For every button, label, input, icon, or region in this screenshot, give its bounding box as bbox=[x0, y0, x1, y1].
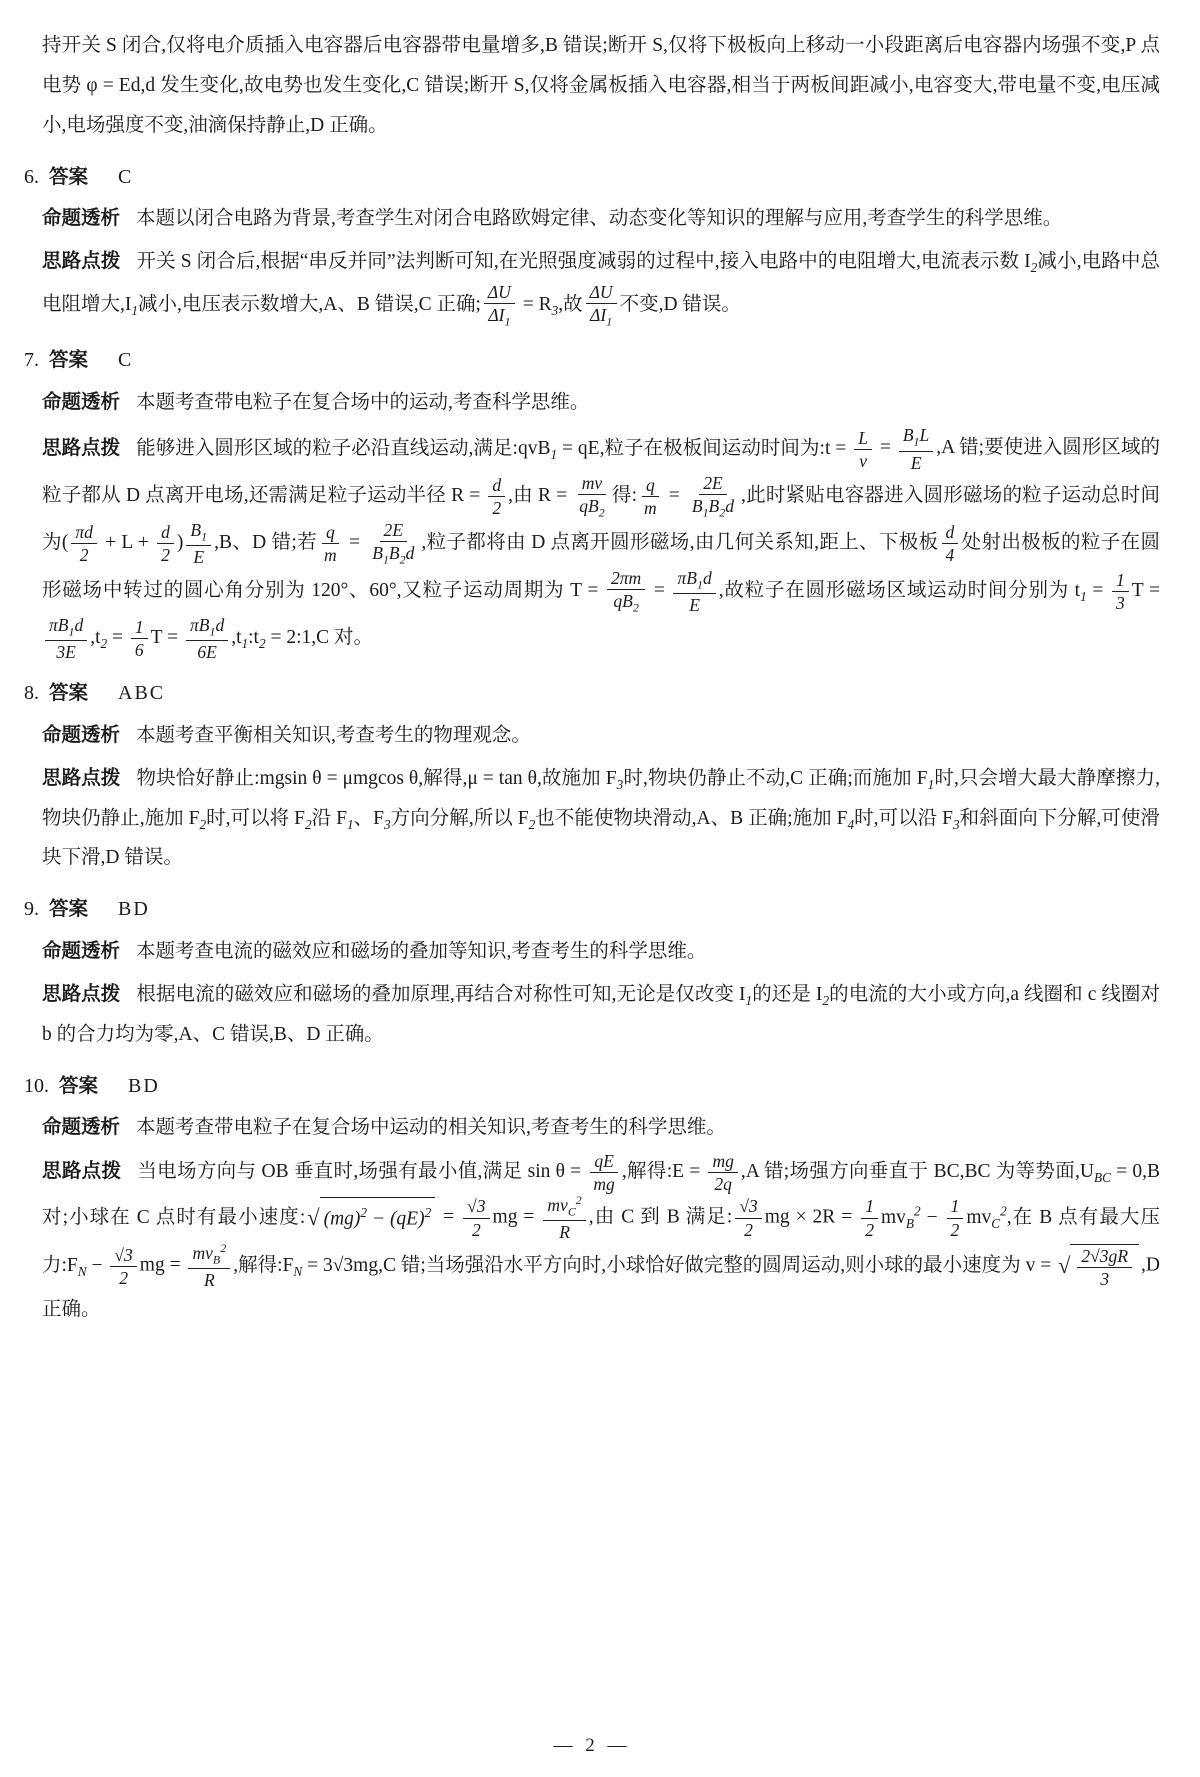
answer-value: ABC bbox=[118, 682, 166, 705]
text-run: 物块恰好静止:mgsin θ = μmgcos θ,解得,μ = tan θ,故施加 $F_3$时,物块仍静止不动,C 正确;而施加 $F_1$时,只会增大最大静摩擦力,物块仍静止,施加 $F_2$时,可以将 $F_2$沿 $F_1$、$F_3$方向分解,所以 $F_2$也不能使物块滑动,A、B 正确;施加 $F_4$时,可以沿 $F_3$和斜面向下分解,可使滑块下滑,D 错误。 bbox=[42, 767, 1160, 869]
answer-label: 答案 bbox=[59, 1074, 99, 1097]
section-paragraph bbox=[42, 1108, 1160, 1148]
text-run: 当电场方向与 OB 垂直时,场强有最小值,满足 sin θ = bbox=[137, 1160, 587, 1182]
text-run: ,粒子都将由 D 点离开圆形磁场,由几何关系知,距上、下极板 bbox=[421, 532, 939, 554]
fraction bbox=[188, 1242, 230, 1290]
section-paragraph bbox=[42, 932, 1160, 972]
fraction-denominator: 3E bbox=[56, 642, 76, 663]
text-run: = bbox=[648, 579, 671, 601]
fraction-numerator: $\pi B_1d$ bbox=[186, 615, 228, 641]
fraction-numerator: L bbox=[854, 428, 872, 450]
text-run: $,t_2$ = bbox=[90, 627, 128, 652]
question-number: 6. bbox=[24, 165, 39, 188]
text-run: 根据电流的磁效应和磁场的叠加原理,再结合对称性可知,无论是仅改变 $I_1$的还是 $I_2$的电流的大小或方向,a 线圈和 c 线圈对 b 的合力均为零,A、C 错误,B、D 正确。 bbox=[42, 983, 1160, 1045]
section-label: 思路点拨 bbox=[42, 766, 121, 789]
fraction-denominator: mg bbox=[593, 1173, 615, 1194]
answer-label: 答案 bbox=[49, 898, 89, 921]
square-root bbox=[307, 1197, 435, 1239]
text-run: = bbox=[343, 532, 366, 554]
answer-line bbox=[24, 343, 1160, 377]
fraction-denominator: 6 bbox=[134, 640, 144, 661]
fraction-numerator: d bbox=[488, 475, 505, 497]
fraction-numerator: $\pi B_1d$ bbox=[673, 568, 715, 594]
fraction-denominator: E bbox=[689, 594, 700, 615]
text-run: 本题以闭合电路为背景,考查学生对闭合电路欧姆定律、动态变化等知识的理解与应用,考查学生的科学思维。 bbox=[136, 208, 1063, 230]
fraction-numerator: 2E bbox=[380, 520, 407, 542]
text-run: ,故粒子在圆形磁场区域运动时间分别为 $t_1$ = bbox=[718, 579, 1110, 604]
fraction-numerator: √3 bbox=[463, 1196, 489, 1218]
fraction bbox=[157, 522, 174, 565]
fraction bbox=[71, 522, 97, 565]
fraction-denominator: 2q bbox=[714, 1173, 732, 1194]
section-paragraph bbox=[42, 975, 1160, 1055]
fraction-denominator: m bbox=[324, 545, 337, 566]
fraction-denominator: R bbox=[559, 1222, 570, 1243]
fraction bbox=[575, 473, 608, 520]
section-paragraph bbox=[42, 1151, 1160, 1331]
fraction-denominator: $qB_2$ bbox=[579, 496, 605, 520]
text-run: T = bbox=[150, 627, 183, 649]
text-run: ,由 C 到 B 满足: bbox=[588, 1206, 733, 1228]
fraction-numerator: √3 bbox=[110, 1245, 136, 1267]
fraction-numerator: $mv_C^2$ bbox=[543, 1194, 585, 1221]
text-run: $mv_C^2$,在 B 点有最大压力$:F_N$ − bbox=[42, 1203, 1161, 1279]
fraction bbox=[110, 1245, 136, 1288]
fraction-numerator: q bbox=[642, 475, 659, 497]
fraction-numerator: qE bbox=[590, 1151, 617, 1173]
section-paragraph bbox=[42, 383, 1160, 423]
fraction bbox=[708, 1151, 737, 1194]
answer-line bbox=[24, 160, 1160, 194]
fraction-denominator: E bbox=[910, 452, 922, 473]
text-run: ,此时紧贴电容器进入圆形磁场的粒子运动总时间为( bbox=[42, 485, 1160, 554]
fraction bbox=[463, 1196, 489, 1239]
answer-label: 答案 bbox=[49, 682, 89, 705]
fraction bbox=[947, 1196, 964, 1239]
fraction-numerator: 2√3gR bbox=[1077, 1246, 1132, 1268]
text-run: = bbox=[663, 485, 685, 507]
fraction-denominator: v bbox=[859, 450, 867, 471]
answer-value: BD bbox=[128, 1074, 160, 1097]
text-run: ,解得:E = bbox=[621, 1160, 706, 1182]
square-root bbox=[1058, 1244, 1139, 1289]
fraction-numerator: 1 bbox=[131, 617, 148, 639]
fraction-denominator: 2 bbox=[865, 1219, 874, 1240]
fraction-numerator: 2E bbox=[699, 473, 726, 495]
fraction bbox=[899, 425, 933, 472]
text-run: = bbox=[874, 437, 896, 459]
answer-line bbox=[24, 892, 1160, 926]
text-run: 本题考查平衡相关知识,考查考生的物理观念。 bbox=[136, 724, 531, 746]
fraction-denominator: m bbox=[644, 498, 657, 519]
fraction-denominator: $\Delta I_1$ bbox=[590, 305, 613, 329]
fraction-numerator: $\pi B_1d$ bbox=[45, 615, 87, 641]
fraction bbox=[735, 1196, 761, 1239]
fraction-numerator: mg bbox=[708, 1151, 737, 1173]
text-run: + L + bbox=[99, 532, 155, 554]
text-run: mg = bbox=[492, 1206, 541, 1228]
section-label: 命题透析 bbox=[42, 1115, 121, 1138]
fraction bbox=[186, 520, 211, 567]
fraction-denominator: 2 bbox=[471, 1219, 481, 1240]
text-run: 开关 S 闭合后,根据“串反并同”法判断可知,在光照强度减弱的过程中,接入电路中的电阻增大,电流表示数 $I_2$减小,电路中总电阻增大$,I_1$减小,电压表示数增大,A、B 错误,C 正确; bbox=[42, 251, 1160, 319]
answer-key-content bbox=[24, 26, 1160, 1725]
fraction-denominator: $B_1B_2d$ bbox=[691, 496, 734, 520]
section-paragraph bbox=[42, 242, 1160, 329]
fraction-numerator: $mv_B^2$ bbox=[188, 1242, 230, 1269]
fraction-numerator: ΔU bbox=[586, 282, 617, 304]
text-run: $,t_1:t_2$ = 2:1,C 对。 bbox=[231, 627, 374, 652]
section-label: 思路点拨 bbox=[42, 1159, 122, 1182]
fraction-numerator: 1 bbox=[1112, 570, 1129, 592]
answer-value: BD bbox=[118, 898, 150, 921]
fraction-numerator: ΔU bbox=[484, 282, 515, 304]
page-number: — 2 — bbox=[553, 1735, 631, 1756]
text-run: ,A 错;场强方向垂直于 BC,BC 为等势面$,U_{BC} = 0,B$ 对;小球在 C 点时有最小速度: bbox=[42, 1160, 1160, 1228]
radical-sign-icon: √ bbox=[1058, 1253, 1071, 1279]
fraction-denominator: 2 bbox=[950, 1219, 960, 1240]
fraction bbox=[1112, 570, 1129, 613]
fraction-numerator: πd bbox=[71, 522, 97, 544]
text-run: ,由 R = bbox=[508, 485, 573, 507]
fraction-denominator: 6E bbox=[197, 642, 217, 663]
text-run: T = bbox=[1131, 579, 1161, 601]
fraction-denominator: 2 bbox=[119, 1267, 128, 1288]
fraction bbox=[640, 475, 661, 518]
fraction bbox=[673, 568, 715, 615]
fraction bbox=[854, 428, 872, 471]
fraction-numerator: 1 bbox=[947, 1196, 964, 1218]
radicand bbox=[320, 1197, 436, 1239]
section-label: 思路点拨 bbox=[42, 436, 121, 459]
fraction-denominator: E bbox=[193, 547, 205, 568]
fraction-denominator: 2 bbox=[79, 545, 89, 566]
fraction-numerator: d bbox=[942, 522, 959, 544]
fraction-denominator: $\Delta I_1$ bbox=[488, 305, 511, 329]
text-run: ,A 错;要使进入圆形区域的粒子都从 D 点离开电场,还需满足粒子运动半径 R = bbox=[42, 437, 1160, 507]
fraction-numerator: mv bbox=[578, 473, 606, 495]
fraction-denominator: 2 bbox=[744, 1219, 753, 1240]
section-label: 命题透析 bbox=[42, 390, 121, 413]
text-run: 得: bbox=[611, 485, 637, 507]
fraction bbox=[688, 473, 738, 520]
text-run: mg × 2R = bbox=[764, 1206, 859, 1228]
fraction-numerator: $B_1L$ bbox=[899, 425, 933, 451]
section-paragraph bbox=[42, 425, 1160, 662]
text-run: ,D 正确。 bbox=[42, 1254, 1161, 1321]
fraction bbox=[1077, 1246, 1132, 1289]
fraction bbox=[488, 475, 505, 518]
fraction-numerator: √3 bbox=[735, 1196, 761, 1218]
answer-line bbox=[24, 1069, 1160, 1103]
fraction-denominator: 3 bbox=[1100, 1268, 1110, 1289]
fraction bbox=[320, 522, 341, 565]
fraction-numerator: 1 bbox=[861, 1196, 878, 1218]
fraction bbox=[368, 520, 418, 567]
fraction-numerator: d bbox=[157, 522, 174, 544]
question-number: 8. bbox=[24, 682, 39, 705]
fraction bbox=[45, 615, 87, 662]
fraction bbox=[131, 617, 148, 660]
question-number: 10. bbox=[24, 1074, 49, 1097]
question-number: 9. bbox=[24, 898, 39, 921]
fraction bbox=[861, 1196, 878, 1239]
continuation-paragraph bbox=[42, 26, 1160, 146]
answer-value: C bbox=[118, 165, 134, 188]
fraction bbox=[607, 568, 645, 615]
fraction-denominator: $qB_2$ bbox=[613, 590, 639, 615]
text-run: 本题考查电流的磁效应和磁场的叠加等知识,考查考生的科学思维。 bbox=[136, 940, 707, 962]
question-number: 7. bbox=[24, 349, 39, 372]
text-run: ) bbox=[176, 532, 184, 554]
fraction bbox=[543, 1194, 585, 1242]
fraction bbox=[942, 522, 959, 565]
fraction bbox=[586, 282, 617, 329]
text-run: ,解得$:F_N = 3√3mg,C$ 错;当场强沿水平方向时,小球恰好做完整的圆周运动,则小球的最小速度为 v = bbox=[233, 1254, 1057, 1279]
fraction-denominator: 2 bbox=[492, 498, 502, 519]
radical-sign-icon: √ bbox=[307, 1204, 320, 1230]
text-run: 不变,D 错误。 bbox=[619, 294, 741, 316]
section-label: 命题透析 bbox=[42, 939, 121, 962]
fraction bbox=[484, 282, 515, 329]
text-run: 持开关 S 闭合,仅将电介质插入电容器后电容器带电量增多,B 错误;断开 S,仅将下极板向上移动一小段距离后电容器内场强不变,P 点电势 φ = Ed,d 发生变化,故电势也发生变化,C 错误;断开 S,仅将金属板插入电容器,相当于两板间距减小,电容变大,带电量不变,电压减小,电场强度不变,油滴保持静止,D 正确。 bbox=[42, 35, 1160, 136]
text-run: mg = bbox=[139, 1254, 186, 1276]
text-run: 处射出极板的粒子在圆形磁场中转过的圆心角分别为 120°、60°,又粒子运动周期为 T = bbox=[42, 532, 1161, 601]
text-run: = bbox=[437, 1206, 461, 1228]
fraction-denominator: 2 bbox=[161, 545, 170, 566]
text-run: (mg)$^2$ − (qE)$^2$ bbox=[323, 1204, 432, 1230]
fraction-numerator: $B_1$ bbox=[186, 520, 211, 546]
fraction-denominator: R bbox=[203, 1270, 215, 1291]
fraction-numerator: 2πm bbox=[607, 568, 645, 590]
radicand bbox=[1070, 1244, 1139, 1289]
section-label: 思路点拨 bbox=[42, 982, 121, 1005]
text-run: 本题考查带电粒子在复合场中的运动,考查科学思维。 bbox=[136, 391, 590, 413]
text-run: ,B、D 错;若 bbox=[214, 532, 318, 554]
text-run: 能够进入圆形区域的粒子必沿直线运动,满足:qvB$_1$ = qE,粒子在极板间运动时间为:t = bbox=[136, 437, 852, 462]
answer-value: C bbox=[118, 349, 134, 372]
section-paragraph bbox=[42, 716, 1160, 756]
fraction bbox=[186, 615, 228, 662]
answer-line bbox=[24, 676, 1160, 710]
text-run: $mv_B^2$ − bbox=[880, 1203, 944, 1231]
fraction-denominator: $B_1B_2d$ bbox=[372, 543, 415, 567]
section-label: 思路点拨 bbox=[42, 250, 121, 273]
section-paragraph bbox=[42, 759, 1160, 879]
section-label: 命题透析 bbox=[42, 723, 121, 746]
answer-label: 答案 bbox=[49, 165, 89, 188]
answer-label: 答案 bbox=[49, 349, 89, 372]
section-paragraph bbox=[42, 199, 1160, 239]
text-run: 本题考查带电粒子在复合场中运动的相关知识,考查考生的科学思维。 bbox=[136, 1116, 726, 1138]
fraction-denominator: 4 bbox=[945, 545, 955, 566]
text-run: = $R_3$,故 bbox=[517, 294, 583, 319]
fraction bbox=[589, 1151, 618, 1194]
fraction-denominator: 3 bbox=[1116, 592, 1125, 613]
fraction-numerator: q bbox=[322, 522, 339, 544]
section-label: 命题透析 bbox=[42, 207, 121, 230]
